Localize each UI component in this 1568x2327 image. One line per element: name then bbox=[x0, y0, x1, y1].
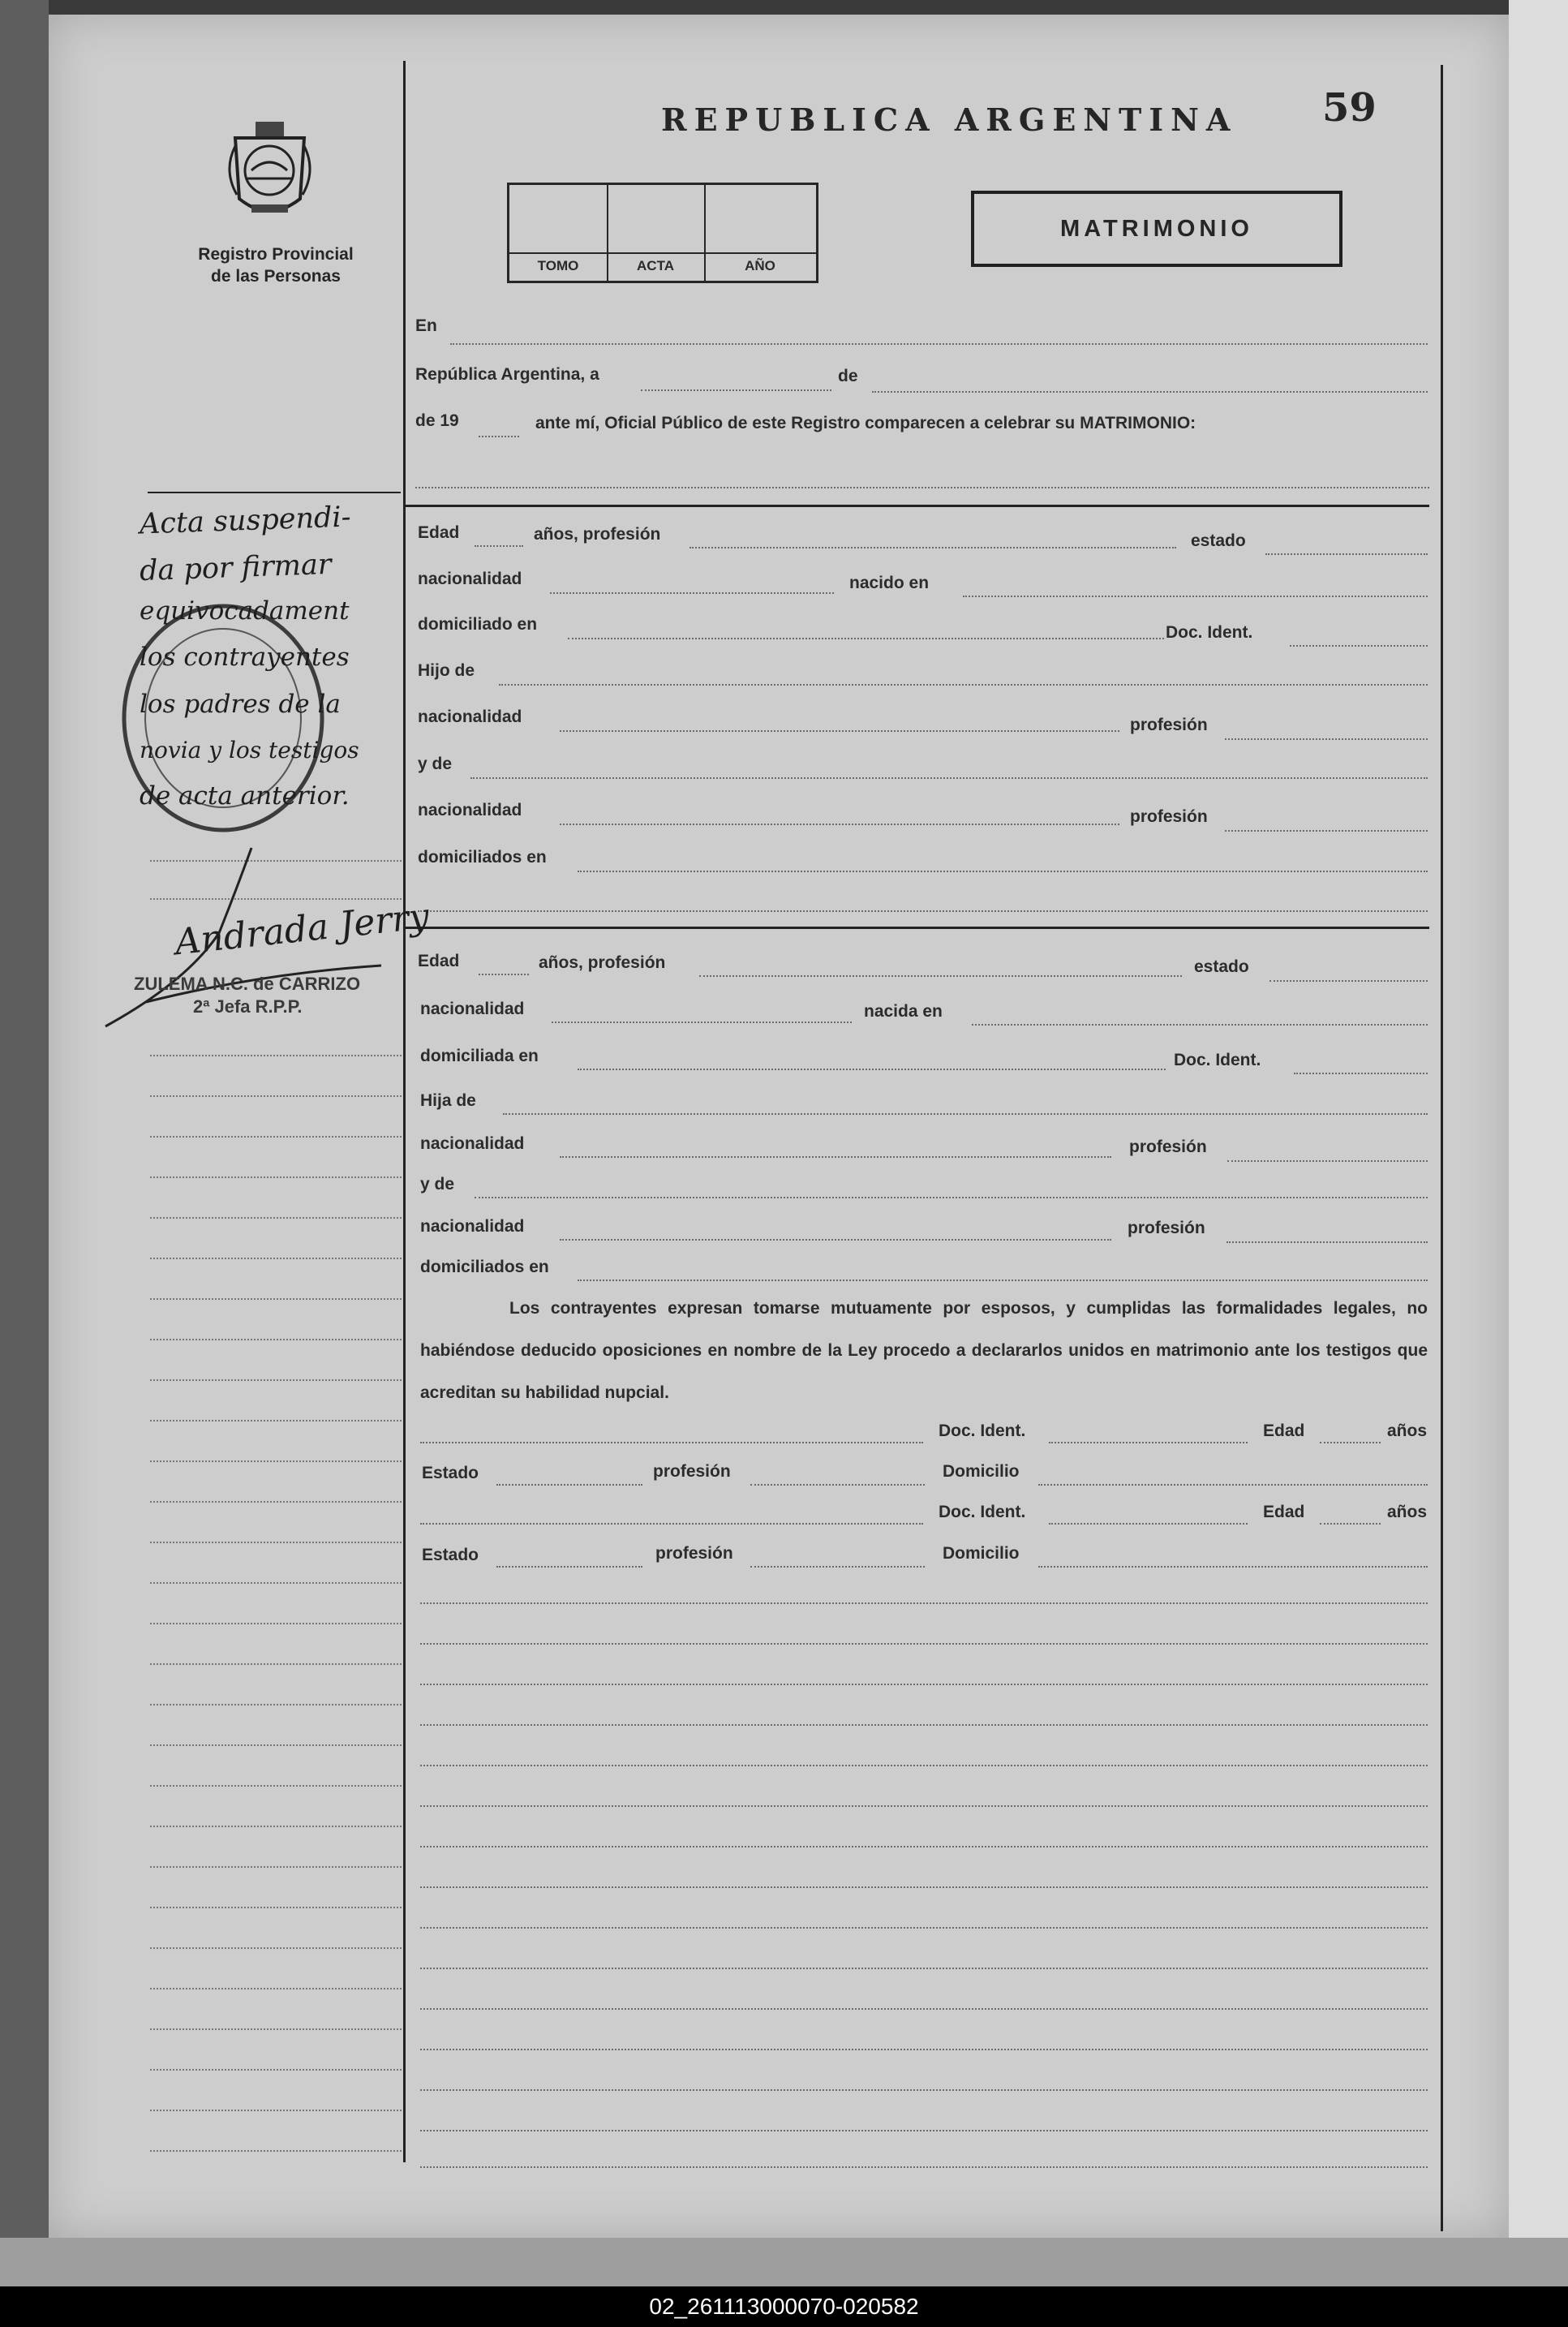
tomo-cell[interactable] bbox=[509, 185, 608, 281]
bride-nacida-en: nacida en bbox=[864, 1002, 943, 1021]
witness1-name-field[interactable] bbox=[420, 1442, 923, 1443]
bride-estado-field[interactable] bbox=[1269, 980, 1428, 982]
bride-father-profesion: profesión bbox=[1129, 1138, 1207, 1156]
ano-cell[interactable] bbox=[704, 185, 816, 281]
margin-note-line-2: da por firmar bbox=[139, 548, 333, 588]
margin-line[interactable] bbox=[150, 1176, 402, 1178]
intro-de19: de 19 bbox=[415, 411, 459, 430]
bride-profesion-field[interactable] bbox=[699, 975, 1182, 977]
ano-label: AÑO bbox=[745, 258, 775, 273]
margin-line[interactable] bbox=[150, 1258, 402, 1259]
witness1-anos: años bbox=[1387, 1422, 1428, 1440]
groom-domiciliado-en: domiciliado en bbox=[418, 615, 538, 634]
country-title: REPUBLICA ARGENTINA bbox=[661, 101, 1238, 138]
bride-mother-nacionalidad: nacionalidad bbox=[420, 1217, 525, 1236]
stamp-name: ZULEMA N.C. de CARRIZO bbox=[134, 974, 361, 994]
obs-line[interactable] bbox=[420, 2049, 1428, 2050]
witness1-profesion-field[interactable] bbox=[750, 1484, 925, 1486]
groom-edad-field[interactable] bbox=[475, 545, 523, 547]
margin-line[interactable] bbox=[150, 1623, 402, 1624]
groom-anos-profesion: años, profesión bbox=[534, 525, 661, 544]
margin-line[interactable] bbox=[150, 1298, 402, 1300]
witness2-name-field[interactable] bbox=[420, 1523, 923, 1525]
margin-note-line-7: de acta anterior. bbox=[140, 781, 350, 811]
bride-father-profesion-field[interactable] bbox=[1227, 1160, 1428, 1162]
obs-line[interactable] bbox=[420, 1846, 1428, 1847]
bride-mother-nacionalidad-field[interactable] bbox=[560, 1239, 1111, 1241]
groom-doc-ident: Doc. Ident. bbox=[1166, 623, 1253, 642]
witness1-estado: Estado bbox=[422, 1464, 479, 1482]
bride-doc-ident: Doc. Ident. bbox=[1174, 1051, 1261, 1069]
groom-father-field[interactable] bbox=[499, 684, 1428, 686]
right-border-line bbox=[1441, 65, 1443, 2231]
groom-nacido-en: nacido en bbox=[849, 574, 930, 592]
page-number: 59 bbox=[1322, 85, 1377, 131]
witness1-doc-field[interactable] bbox=[1049, 1442, 1248, 1443]
margin-line[interactable] bbox=[150, 1582, 402, 1584]
intro-republica: República Argentina, a bbox=[415, 365, 599, 384]
witness2-domicilio-field[interactable] bbox=[1038, 1566, 1428, 1568]
bride-mother-profesion: profesión bbox=[1128, 1219, 1205, 1237]
obs-line[interactable] bbox=[420, 1643, 1428, 1645]
groom-nacido-field[interactable] bbox=[963, 596, 1428, 597]
provincial-seal-icon bbox=[219, 114, 320, 227]
witness2-profesion-field[interactable] bbox=[750, 1566, 925, 1568]
witness2-edad-field[interactable] bbox=[1320, 1523, 1381, 1525]
witness1-domicilio-field[interactable] bbox=[1038, 1484, 1428, 1486]
margin-top-rule bbox=[148, 492, 401, 493]
margin-line[interactable] bbox=[150, 1744, 402, 1746]
bride-y-de: y de bbox=[420, 1175, 455, 1194]
margin-line[interactable] bbox=[150, 1055, 402, 1056]
bride-mother-profesion-field[interactable] bbox=[1226, 1241, 1428, 1243]
margin-line[interactable] bbox=[150, 1217, 402, 1219]
obs-line[interactable] bbox=[420, 2166, 1428, 2168]
margin-note-line-1: Acta suspendi- bbox=[139, 501, 352, 541]
obs-line[interactable] bbox=[420, 1684, 1428, 1685]
intro-ante: ante mí, Oficial Público de este Registro comparecen a celebrar su MATRIMONIO: bbox=[535, 414, 1196, 432]
margin-line[interactable] bbox=[150, 1379, 402, 1381]
groom-father-nacionalidad: nacionalidad bbox=[418, 708, 522, 726]
groom-mother-nacionalidad: nacionalidad bbox=[418, 801, 522, 819]
margin-line[interactable] bbox=[150, 1460, 402, 1462]
obs-line[interactable] bbox=[420, 1805, 1428, 1807]
groom-father-nacionalidad-field[interactable] bbox=[560, 730, 1119, 732]
margin-line[interactable] bbox=[150, 1420, 402, 1422]
margin-line[interactable] bbox=[150, 2069, 402, 2071]
intro-year-field[interactable] bbox=[479, 436, 519, 437]
document-page bbox=[49, 15, 1509, 2238]
groom-profesion-field[interactable] bbox=[689, 547, 1176, 548]
obs-line[interactable] bbox=[420, 1602, 1428, 1604]
margin-note-line-6: novia y los testigos bbox=[140, 737, 359, 763]
groom-hijo-de: Hijo de bbox=[418, 661, 475, 680]
margin-line[interactable] bbox=[150, 1947, 402, 1949]
groom-edad: Edad bbox=[418, 523, 460, 542]
witness1-doc-ident: Doc. Ident. bbox=[939, 1422, 1026, 1440]
bride-doc-field[interactable] bbox=[1294, 1073, 1428, 1074]
groom-mother-profesion-field[interactable] bbox=[1225, 830, 1428, 832]
intro-month-field[interactable] bbox=[872, 391, 1428, 393]
margin-line[interactable] bbox=[150, 1907, 402, 1908]
margin-line[interactable] bbox=[150, 1542, 402, 1543]
obs-line[interactable] bbox=[420, 1968, 1428, 1969]
bride-nacionalidad-field[interactable] bbox=[552, 1022, 852, 1023]
groom-extra-field[interactable] bbox=[418, 910, 1428, 912]
margin-line[interactable] bbox=[150, 1501, 402, 1503]
obs-line[interactable] bbox=[420, 1765, 1428, 1766]
witness2-domicilio: Domicilio bbox=[943, 1544, 1020, 1563]
witness2-doc-ident: Doc. Ident. bbox=[939, 1503, 1026, 1521]
acta-label: ACTA bbox=[637, 258, 674, 273]
section-rule-2 bbox=[403, 927, 1429, 929]
groom-domicilio-field[interactable] bbox=[568, 638, 1164, 639]
groom-parents-domicilio-field[interactable] bbox=[578, 871, 1428, 872]
bride-father-nacionalidad-field[interactable] bbox=[560, 1156, 1111, 1158]
witness1-edad: Edad bbox=[1263, 1422, 1305, 1440]
intro-day-field[interactable] bbox=[641, 389, 831, 391]
margin-line[interactable] bbox=[150, 2028, 402, 2030]
tomo-label: TOMO bbox=[537, 258, 579, 273]
witness2-edad: Edad bbox=[1263, 1503, 1305, 1521]
image-id-footer: 02_261113000070-020582 bbox=[0, 2286, 1568, 2327]
groom-domiciliados-en: domiciliados en bbox=[418, 848, 547, 867]
groom-mother-field[interactable] bbox=[470, 777, 1428, 779]
obs-line[interactable] bbox=[420, 2008, 1428, 2010]
bride-nacionalidad: nacionalidad bbox=[420, 1000, 525, 1018]
signature: Andrada Jerry bbox=[173, 895, 432, 964]
margin-line[interactable] bbox=[150, 1866, 402, 1868]
margin-line[interactable] bbox=[150, 1704, 402, 1705]
bride-domicilio-field[interactable] bbox=[578, 1069, 1166, 1070]
bride-edad: Edad bbox=[418, 952, 460, 970]
groom-estado: estado bbox=[1191, 531, 1246, 550]
bride-hija-de: Hija de bbox=[420, 1091, 476, 1110]
groom-mother-profesion: profesión bbox=[1130, 807, 1208, 826]
obs-line[interactable] bbox=[420, 2130, 1428, 2131]
book-binding-strip bbox=[0, 0, 49, 2327]
witness1-estado-field[interactable] bbox=[496, 1484, 642, 1486]
groom-doc-field[interactable] bbox=[1290, 645, 1428, 647]
section-rule-1 bbox=[403, 505, 1429, 507]
tomo-acta-ano-box bbox=[507, 183, 818, 283]
page-edge bbox=[1509, 0, 1568, 2239]
margin-note-line-4: los contrayentes bbox=[140, 643, 350, 672]
groom-mother-nacionalidad-field[interactable] bbox=[560, 824, 1119, 825]
bride-father-field[interactable] bbox=[503, 1113, 1428, 1115]
groom-nacionalidad-field[interactable] bbox=[550, 592, 834, 594]
bride-parents-domicilio-field[interactable] bbox=[578, 1280, 1428, 1281]
witness1-domicilio: Domicilio bbox=[943, 1462, 1020, 1481]
margin-line[interactable] bbox=[150, 1826, 402, 1827]
stamp-title: 2ª Jefa R.P.P. bbox=[193, 996, 303, 1017]
bride-nacida-field[interactable] bbox=[972, 1024, 1428, 1026]
book-bottom-edge bbox=[0, 2238, 1568, 2286]
groom-y-de: y de bbox=[418, 755, 453, 773]
acta-cell[interactable] bbox=[607, 185, 706, 281]
witness1-profesion: profesión bbox=[653, 1462, 731, 1481]
witness1-edad-field[interactable] bbox=[1320, 1442, 1381, 1443]
margin-divider-line bbox=[403, 61, 406, 2162]
witness2-doc-field[interactable] bbox=[1049, 1523, 1248, 1525]
bride-domiciliada-en: domiciliada en bbox=[420, 1047, 539, 1065]
obs-line[interactable] bbox=[420, 1927, 1428, 1929]
bride-anos-profesion: años, profesión bbox=[539, 953, 666, 972]
margin-line[interactable] bbox=[150, 1339, 402, 1340]
margin-note-line-3: equivocadament bbox=[140, 596, 350, 626]
record-type-box: MATRIMONIO bbox=[971, 191, 1342, 267]
intro-en: En bbox=[415, 316, 437, 335]
bride-edad-field[interactable] bbox=[479, 974, 529, 975]
witness2-profesion: profesión bbox=[655, 1544, 733, 1563]
margin-note-line-5: los padres de la bbox=[140, 690, 341, 719]
margin-line[interactable] bbox=[150, 1988, 402, 1989]
registry-line-1: Registro Provincial bbox=[198, 245, 354, 264]
intro-de: de bbox=[838, 367, 858, 385]
groom-estado-field[interactable] bbox=[1265, 553, 1428, 555]
groom-father-profesion-field[interactable] bbox=[1225, 738, 1428, 740]
obs-line[interactable] bbox=[420, 1724, 1428, 1726]
witness2-anos: años bbox=[1387, 1503, 1428, 1521]
witness2-estado: Estado bbox=[422, 1546, 479, 1564]
registry-line-2: de las Personas bbox=[211, 267, 341, 286]
registry-name bbox=[162, 243, 389, 287]
bride-estado: estado bbox=[1194, 957, 1249, 976]
bride-domiciliados-en: domiciliados en bbox=[420, 1258, 549, 1276]
obs-line[interactable] bbox=[420, 2089, 1428, 2091]
margin-line[interactable] bbox=[150, 1136, 402, 1138]
intro-extra-field[interactable] bbox=[415, 487, 1429, 488]
margin-line[interactable] bbox=[150, 2110, 402, 2111]
bride-father-nacionalidad: nacionalidad bbox=[420, 1134, 525, 1153]
margin-line[interactable] bbox=[150, 1095, 402, 1097]
margin-line[interactable] bbox=[150, 1785, 402, 1787]
groom-nacionalidad: nacionalidad bbox=[418, 570, 522, 588]
intro-en-field[interactable] bbox=[450, 343, 1428, 345]
declaration-text: Los contrayentes expresan tomarse mutuamente por esposos, y cumplidas las formalidades legales, no habiéndose deducido oposiciones en nombre de la Ley procedo a declararlos unidos en matrimonio ante los testigos que acreditan su habilidad nupcial. bbox=[420, 1299, 1428, 1402]
margin-line[interactable] bbox=[150, 2150, 402, 2152]
bride-mother-field[interactable] bbox=[475, 1197, 1428, 1198]
margin-line[interactable] bbox=[150, 1663, 402, 1665]
groom-father-profesion: profesión bbox=[1130, 716, 1208, 734]
obs-line[interactable] bbox=[420, 1886, 1428, 1888]
witness2-estado-field[interactable] bbox=[496, 1566, 642, 1568]
